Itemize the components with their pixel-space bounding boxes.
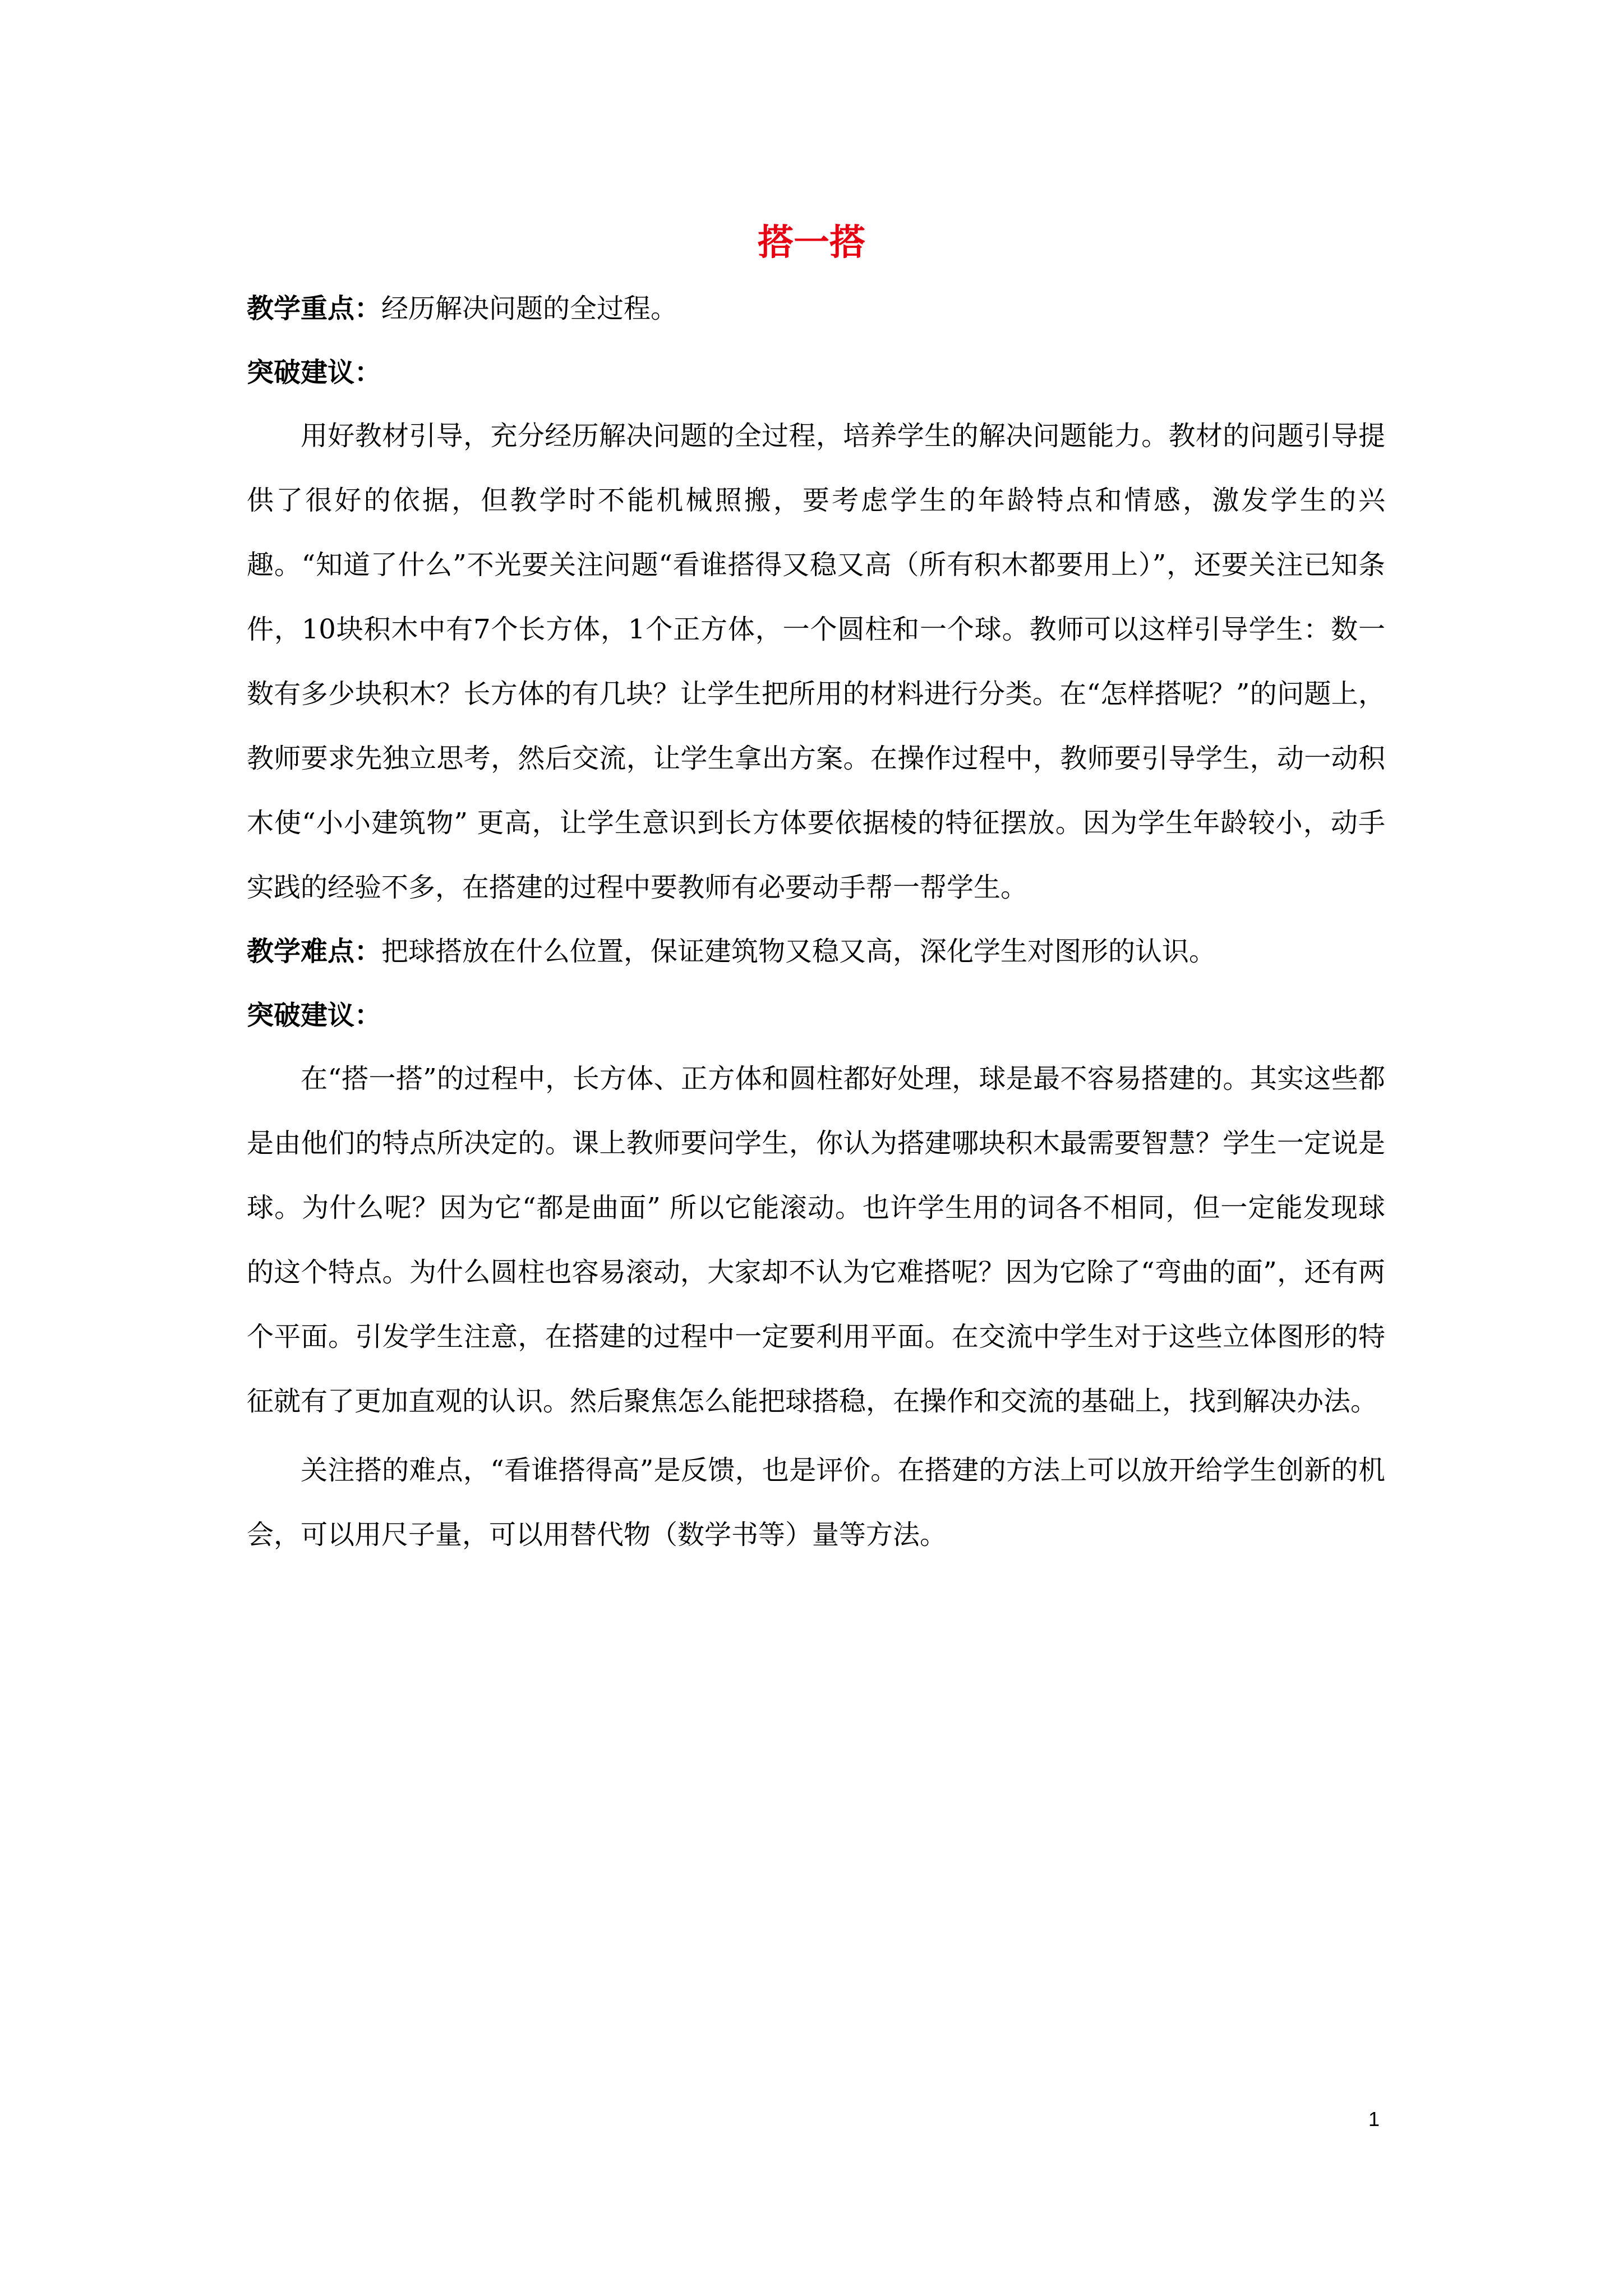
breakthrough-label-1: 突破建议： — [247, 357, 382, 388]
page-number: 1 — [1368, 2108, 1380, 2131]
difficulty-text: 把球搭放在什么位置，保证建筑物又稳又高，深化学生对图形的认识。 — [381, 936, 1216, 967]
document-body — [247, 292, 1385, 1582]
difficulty-label: 教学难点： — [247, 936, 382, 967]
key-point-label: 教学重点： — [247, 293, 382, 324]
page-title: 搭一搭 — [758, 222, 865, 264]
suggestion-paragraph-3: 关注搭的难点，“看谁搭得高”是反馈，也是评价。在搭建的方法上可以放开给学生创新的机会，可以用尺子量，可以用替代物（数学书等）量等方法。 — [247, 1455, 1385, 1550]
breakthrough-heading-2 — [247, 999, 1385, 1032]
suggestion-paragraph-2: 在“搭一搭”的过程中，长方体、正方体和圆柱都好处理，球是最不容易搭建的。其实这些都是由他们的特点所决定的。课上教师要问学生，你认为搭建哪块积木最需要智慧？学生一定说是球。为什么呢？因为它“都是曲面” 所以它能滚动。也许学生用的词各不相同，但一定能发现球的这个特点。为什么圆柱也容易滚动，大家却不认为它难搭呢？因为它除了“弯曲的面”，还有两个平面。引发学生注意，在搭建的过程中一定要利用平面。在交流中学生对于这些立体图形的特征就有了更加直观的认识。然后聚焦怎么能把球搭稳，在操作和交流的基础上，找到解决办法。 — [247, 1063, 1385, 1417]
breakthrough-heading-1 — [247, 356, 1385, 389]
difficulty-line — [247, 935, 1385, 968]
key-point-text: 经历解决问题的全过程。 — [381, 293, 678, 324]
breakthrough-label-2: 突破建议： — [247, 1000, 382, 1031]
suggestion-paragraph-1: 用好教材引导，充分经历解决问题的全过程，培养学生的解决问题能力。教材的问题引导提供了很好的依据，但教学时不能机械照搬，要考虑学生的年龄特点和情感，激发学生的兴趣。“知道了什么”不光要关注问题“看谁搭得又稳又高（所有积木都要用上）”，还要关注已知条件，10块积木中有7个长方体，1个正方体，一个圆柱和一个球。教师可以这样引导学生：数一数有多少块积木？长方体的有几块？让学生把所用的材料进行分类。在“怎样搭呢？”的问题上，教师要求先独立思考，然后交流，让学生拿出方案。在操作过程中，教师要引导学生，动一动积木使“小小建筑物” 更高，让学生意识到长方体要依据棱的特征摆放。因为学生年龄较小，动手实践的经验不多，在搭建的过程中要教师有必要动手帮一帮学生。 — [247, 420, 1385, 903]
key-point-line — [247, 292, 1385, 325]
